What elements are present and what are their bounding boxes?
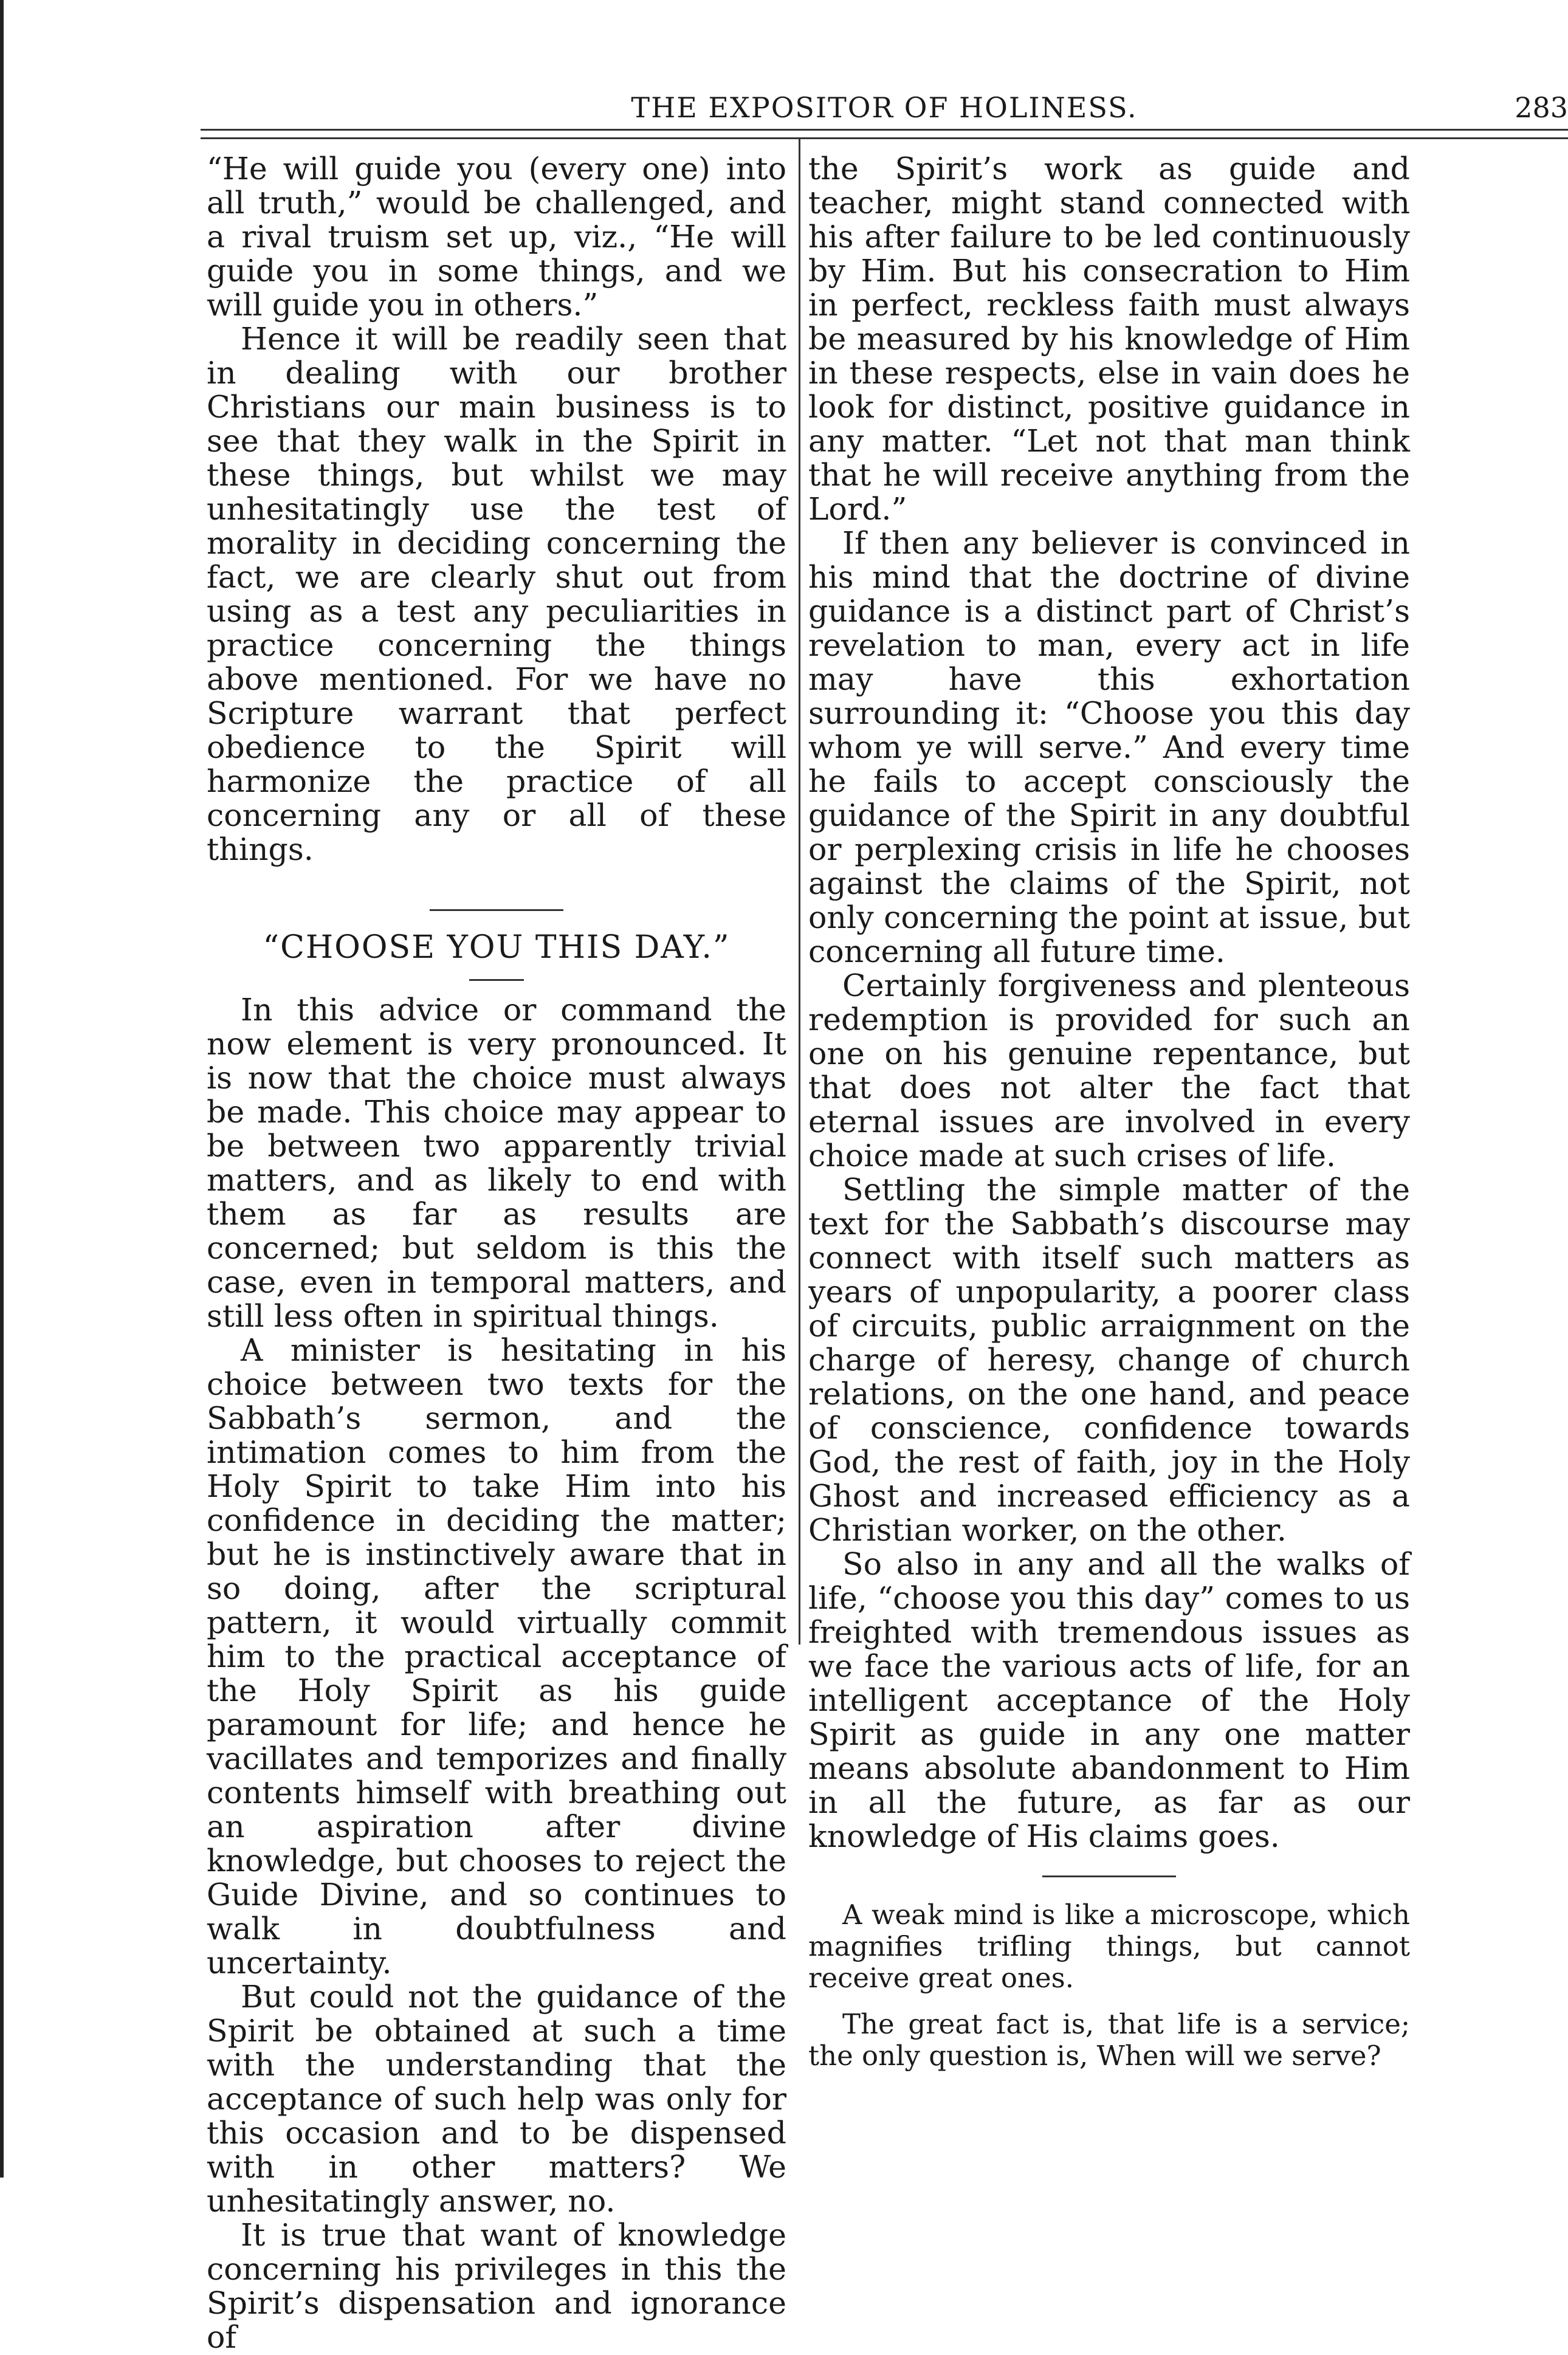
paragraph: A minister is hesitating in his choice between two texts for the Sabbath’s sermon, and the intimation comes to him from the Holy Spirit to take Him into his confidence in deciding the matter; but he is instinctively aware that in so doing, after the scriptural pattern, it would virtually commit him to the practical acceptance of the Holy Spirit as his guide paramount for life; and hence he vacillates and temporizes and finally contents himself with breathing out an aspiration after divine knowledge, but chooses to reject the Guide Divine, and so continues to walk in doubtfulness and uncertainty. <box>207 1332 786 1981</box>
binding-edge <box>0 0 4 2178</box>
paragraph: Settling the simple matter of the text for the Sabbath’s discourse may connect with itself such matters as years of unpopularity, a poorer class of circuits, public arraignment on the charge of heresy, change of church relations, on the one hand, and peace of conscience, confidence towards God, the rest of faith, joy in the Holy Ghost and increased efficiency as a Christian worker, on the other. <box>808 1172 1410 1548</box>
journal-title: THE EXPOSITOR OF HOLINESS. <box>631 91 1138 124</box>
paragraph: Hence it will be readily seen that in dealing with our brother Christians our main business is to see that they walk in the Spirit in these things, but whilst we may unhesitatingly use the test of morality in deciding concerning the fact, we are clearly shut out from using as a test any peculiarities in practice concerning the things above mentioned. For we have no Scripture warrant that perfect obedience to the Spirit will harmonize the practice of all concerning any or all of these things. <box>207 321 786 867</box>
running-header <box>201 91 1568 140</box>
right-column <box>808 152 1410 2072</box>
paragraph: It is true that want of knowledge concerning his privileges in this the Spirit’s dispensation and ignorance of <box>207 2217 786 2355</box>
section-divider <box>430 909 563 911</box>
maxim: A weak mind is like a microscope, which magnifies trifling things, but cannot receive great ones. <box>808 1899 1410 1994</box>
header-rule-top <box>201 129 1568 131</box>
header-rule-bottom <box>201 137 1568 139</box>
column-divider <box>799 137 800 1645</box>
paragraph: So also in any and all the walks of life, “choose you this day” comes to us freighted with tremendous issues as we face the various acts of life, for an intelligent acceptance of the Holy Spirit as guide in any one matter means absolute abandonment to Him in all the future, as far as our knowledge of His claims goes. <box>808 1546 1410 1854</box>
paragraph: But could not the guidance of the Spirit be obtained at such a time with the understanding that the acceptance of such help was only for this occasion and to be dispensed with in other matters? We unhesitatingly answer, no. <box>207 1979 786 2219</box>
paragraph: If then any believer is convinced in his mind that the doctrine of divine guidance is a distinct part of Christ’s revelation to man, every act in life may have this exhortation surrounding it: “Choose you this day whom ye will serve.” And every time he fails to accept consciously the guidance of the Spirit in any doubtful or perplexing crisis in life he chooses against the claims of the Spirit, not only concerning the point at issue, but concerning all future time. <box>808 525 1410 969</box>
maxim: The great fact is, that life is a service; the only question is, When will we serve? <box>808 2008 1410 2072</box>
paragraph: the Spirit’s work as guide and teacher, might stand connected with his after failure to be led continuously by Him. But his consecration to Him in perfect, reckless faith must always be measured by his knowledge of Him in these respects, else in vain does he look for distinct, positive guidance in any matter. “Let not that man think that he will receive anything from the Lord.” <box>808 151 1410 527</box>
paragraph: “He will guide you (every one) into all truth,” would be challenged, and a rival truism set up, viz., “He will guide you in some things, and we will guide you in others.” <box>207 151 786 323</box>
left-column <box>207 152 786 2354</box>
section-heading: “CHOOSE YOU THIS DAY.” <box>263 929 731 966</box>
paragraph: In this advice or command the now element is very pronounced. It is now that the choice must always be made. This choice may appear to be between two apparently trivial matters, and as likely to end with them as far as results are concerned; but seldom is this the case, even in temporal matters, and still less often in spiritual things. <box>207 992 786 1334</box>
paragraph: Certainly forgiveness and plenteous redemption is provided for such an one on his genuine repentance, but that does not alter the fact that eternal issues are involved in every choice made at such crises of life. <box>808 968 1410 1174</box>
page-number: 283 <box>1515 91 1568 124</box>
